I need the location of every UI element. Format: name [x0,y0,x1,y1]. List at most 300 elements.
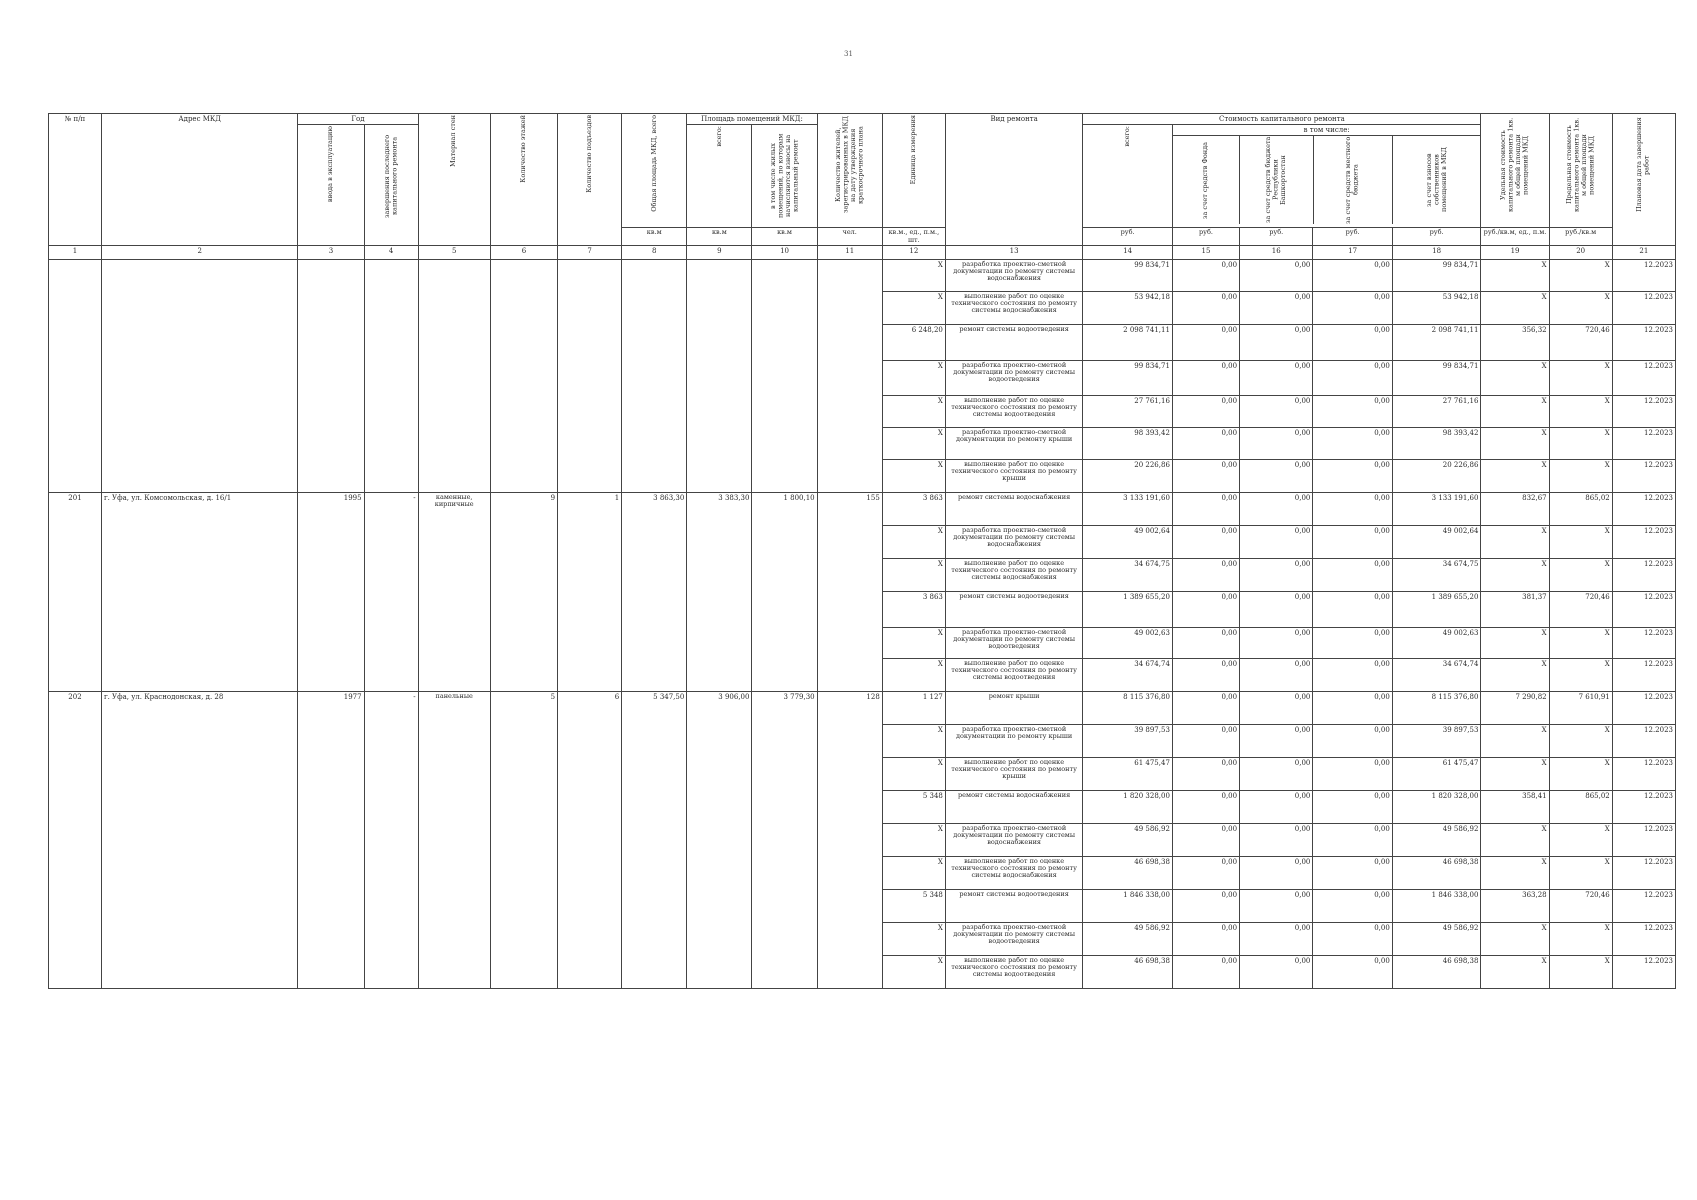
cell-ar_all [687,724,752,757]
cell-wall [418,823,490,856]
cell-date: 12.2023 [1612,459,1675,492]
cell-date: 12.2023 [1612,790,1675,823]
cell-last [364,658,418,691]
header-rb-wrap [1240,136,1313,224]
cell-total: 53 942,18 [1083,291,1173,324]
header-built-cell [298,125,364,246]
cell-built [298,395,364,427]
cell-entr [558,757,622,790]
cell-ar_res [752,459,817,492]
cell-spec: 832,67 [1481,492,1549,525]
table-row [49,889,1676,922]
cell-lim: X [1549,955,1612,988]
cell-mb: 0,00 [1313,889,1392,922]
cell-ar_res [752,291,817,324]
cell-lim: 720,46 [1549,324,1612,360]
cell-total: 61 475,47 [1083,757,1173,790]
cell-spec: X [1481,259,1549,291]
column-number: 11 [817,245,882,259]
cell-addr [101,360,297,395]
cell-ar_res [752,889,817,922]
cell-last [364,459,418,492]
column-number: 20 [1549,245,1612,259]
cell-own: 34 674,74 [1392,658,1481,691]
cell-addr [101,459,297,492]
cell-spec: X [1481,395,1549,427]
cell-mb: 0,00 [1313,757,1392,790]
cell-last [364,889,418,922]
cell-total: 49 586,92 [1083,823,1173,856]
cell-u: X [882,395,945,427]
cell-spec: X [1481,757,1549,790]
cell-f: 0,00 [1172,889,1239,922]
cell-wall [418,558,490,591]
cell-addr [101,525,297,558]
cell-people [817,658,882,691]
cell-rb: 0,00 [1240,790,1313,823]
cell-own: 34 674,75 [1392,558,1481,591]
cell-type: разработка проектно-сметной документации по ремонту крыши [945,427,1082,459]
cell-date: 12.2023 [1612,658,1675,691]
table-row [49,922,1676,955]
cell-f: 0,00 [1172,627,1239,658]
cell-u: X [882,724,945,757]
cell-last [364,558,418,591]
header-wall-cell [418,114,490,246]
cell-u: X [882,360,945,395]
cell-u: 5 348 [882,889,945,922]
cell-last [364,724,418,757]
cell-u: X [882,922,945,955]
cell-own: 46 698,38 [1392,955,1481,988]
table-row [49,790,1676,823]
cell-date: 12.2023 [1612,591,1675,627]
cell-own: 39 897,53 [1392,724,1481,757]
cell-area [622,395,687,427]
cell-mb: 0,00 [1313,525,1392,558]
cell-area [622,724,687,757]
cell-total: 8 115 376,80 [1083,691,1173,724]
cell-ar_all [687,790,752,823]
unit-cell: руб. [1083,228,1173,246]
cell-num [49,658,102,691]
cell-date: 12.2023 [1612,395,1675,427]
cell-entr [558,525,622,558]
cell-rb: 0,00 [1240,955,1313,988]
cell-ar_all [687,427,752,459]
cell-own: 98 393,42 [1392,427,1481,459]
cell-built [298,823,364,856]
cell-built [298,790,364,823]
cell-total: 34 674,74 [1083,658,1173,691]
table-row [49,259,1676,291]
cell-f: 0,00 [1172,525,1239,558]
cell-entr [558,459,622,492]
header-num: № п/п [49,114,102,246]
cell-wall [418,790,490,823]
cell-wall [418,395,490,427]
column-number: 12 [882,245,945,259]
cell-spec: X [1481,658,1549,691]
header-incl-block [1172,125,1481,228]
cell-num: 201 [49,492,102,525]
header-unit: Единица измерения [909,115,918,185]
cell-ar_all [687,291,752,324]
cell-own: 27 761,16 [1392,395,1481,427]
cell-u: 1 127 [882,691,945,724]
cell-wall [418,922,490,955]
cell-type: разработка проектно-сметной документации по ремонту системы водоснабжения [945,525,1082,558]
cell-f: 0,00 [1172,955,1239,988]
header-unit-cell [882,114,945,228]
cell-people [817,360,882,395]
cell-total: 3 133 191,60 [1083,492,1173,525]
cell-entr [558,922,622,955]
cell-num [49,427,102,459]
header-entrances: Количество подъездов [584,115,593,193]
cell-own: 49 002,64 [1392,525,1481,558]
cell-built [298,955,364,988]
cell-last [364,955,418,988]
cell-spec: X [1481,525,1549,558]
cell-built [298,558,364,591]
cell-u: X [882,856,945,889]
cell-people [817,823,882,856]
cell-ar_res [752,955,817,988]
cell-date: 12.2023 [1612,324,1675,360]
unit-cell: руб. [1392,228,1481,246]
cell-lim: X [1549,724,1612,757]
cell-rb: 0,00 [1240,525,1313,558]
repair-plan-table [48,113,1676,989]
cell-mb: 0,00 [1313,790,1392,823]
cell-last [364,395,418,427]
cell-u: X [882,627,945,658]
cell-built [298,360,364,395]
cell-lim: X [1549,459,1612,492]
cell-wall [418,427,490,459]
table-row [49,324,1676,360]
cell-people [817,889,882,922]
cell-area: 5 347,50 [622,691,687,724]
cell-entr [558,259,622,291]
cell-addr [101,558,297,591]
cell-entr [558,558,622,591]
cell-people [817,955,882,988]
cell-total: 49 586,92 [1083,922,1173,955]
column-number: 19 [1481,245,1549,259]
cell-num [49,856,102,889]
header-people-cell [817,114,882,228]
cell-type: выполнение работ по оценке технического состояния по ремонту крыши [945,459,1082,492]
header-built: ввода в эксплуатацию [326,126,335,203]
cell-ar_res: 1 800,10 [752,492,817,525]
cell-ar_res [752,724,817,757]
cell-built: 1977 [298,691,364,724]
cell-spec: 356,32 [1481,324,1549,360]
cell-addr [101,823,297,856]
cell-people [817,856,882,889]
cell-type: разработка проектно-сметной документации по ремонту крыши [945,724,1082,757]
cell-type: выполнение работ по оценке технического состояния по ремонту системы водоотведения [945,658,1082,691]
cell-mb: 0,00 [1313,459,1392,492]
cell-f: 0,00 [1172,395,1239,427]
cell-mb: 0,00 [1313,259,1392,291]
cell-last [364,360,418,395]
cell-ar_all [687,889,752,922]
cell-mb: 0,00 [1313,591,1392,627]
cell-rb: 0,00 [1240,591,1313,627]
cell-ar_res [752,395,817,427]
cell-people [817,724,882,757]
cell-area [622,525,687,558]
cell-total: 1 389 655,20 [1083,591,1173,627]
cell-addr [101,324,297,360]
cell-wall [418,525,490,558]
cell-date: 12.2023 [1612,525,1675,558]
cell-area [622,955,687,988]
cell-u: 3 863 [882,492,945,525]
cell-ar_all [687,591,752,627]
cell-ar_res [752,591,817,627]
cell-area [622,591,687,627]
cell-num [49,324,102,360]
cell-own: 2 098 741,11 [1392,324,1481,360]
header-rb: за счет средств бюджета Республики Башкортостан [1264,136,1288,224]
table-row [49,823,1676,856]
cell-mb: 0,00 [1313,922,1392,955]
header-last-repair: завершения последнего капитального ремонта [382,134,399,218]
cell-total: 1 846 338,00 [1083,889,1173,922]
column-number: 4 [364,245,418,259]
cell-built [298,259,364,291]
cell-floors [490,889,557,922]
cell-area: 3 863,30 [622,492,687,525]
cell-type: ремонт системы водоотведения [945,324,1082,360]
unit-cell: руб./кв.м [1549,228,1612,246]
column-number: 9 [687,245,752,259]
cell-addr [101,591,297,627]
cell-ar_all [687,459,752,492]
header-entrances-cell [558,114,622,246]
table-row [49,627,1676,658]
cell-floors [490,922,557,955]
cell-type: выполнение работ по оценке технического состояния по ремонту системы водоснабжения [945,558,1082,591]
header-area-group: Площадь помещений МКД: [687,114,817,125]
cell-last [364,291,418,324]
cell-type: выполнение работ по оценке технического состояния по ремонту системы водоотведения [945,955,1082,988]
cell-wall [418,889,490,922]
cell-built [298,724,364,757]
cell-ar_res [752,427,817,459]
cell-wall [418,627,490,658]
cell-floors [490,360,557,395]
cell-lim: X [1549,525,1612,558]
cell-people [817,922,882,955]
cell-built [298,757,364,790]
column-number: 16 [1240,245,1313,259]
cell-addr [101,790,297,823]
cell-own: 8 115 376,80 [1392,691,1481,724]
cell-date: 12.2023 [1612,427,1675,459]
column-number: 3 [298,245,364,259]
cell-rb: 0,00 [1240,291,1313,324]
column-numbers-row [49,245,1676,259]
cell-last [364,324,418,360]
header-area-cell [622,114,687,228]
header-fund: за счет средств Фонда [1201,141,1210,219]
cell-own: 53 942,18 [1392,291,1481,324]
cell-built [298,427,364,459]
cell-last [364,525,418,558]
cell-spec: X [1481,922,1549,955]
cell-type: выполнение работ по оценке технического состояния по ремонту крыши [945,757,1082,790]
header-wall: Материал стен [449,115,458,167]
cell-type: ремонт системы водоотведения [945,889,1082,922]
cell-lim: X [1549,360,1612,395]
cell-ar_all [687,757,752,790]
cell-floors [490,259,557,291]
cell-wall: каменные, кирпичные [418,492,490,525]
cell-entr [558,427,622,459]
cell-type: ремонт системы водоснабжения [945,790,1082,823]
cell-mb: 0,00 [1313,955,1392,988]
cell-last: - [364,691,418,724]
cell-ar_all: 3 383,30 [687,492,752,525]
cell-rb: 0,00 [1240,259,1313,291]
cell-ar_res [752,525,817,558]
cell-total: 34 674,75 [1083,558,1173,591]
cell-u: X [882,757,945,790]
cell-f: 0,00 [1172,360,1239,395]
column-number: 21 [1612,245,1675,259]
cell-last [364,427,418,459]
cell-area [622,790,687,823]
cell-num [49,757,102,790]
cell-type: выполнение работ по оценке технического состояния по ремонту системы водоснабжения [945,856,1082,889]
cell-last [364,856,418,889]
cell-num [49,591,102,627]
cell-entr [558,856,622,889]
cell-entr [558,790,622,823]
cell-date: 12.2023 [1612,955,1675,988]
cell-people [817,790,882,823]
cell-wall [418,757,490,790]
cell-num [49,790,102,823]
cell-ar_res [752,324,817,360]
cell-lim: 720,46 [1549,591,1612,627]
cell-addr [101,889,297,922]
cell-ar_all [687,955,752,988]
cell-num [49,922,102,955]
cell-total: 27 761,16 [1083,395,1173,427]
cell-own: 49 586,92 [1392,922,1481,955]
cell-ar_res [752,658,817,691]
header-last-repair-cell [364,125,418,246]
cell-date: 12.2023 [1612,823,1675,856]
cell-entr [558,955,622,988]
header-limit-cost-cell [1549,114,1612,228]
cell-ar_res [752,790,817,823]
header-address: Адрес МКД [101,114,297,246]
header-area-res-cell [752,125,817,228]
cell-addr [101,658,297,691]
cell-spec: X [1481,627,1549,658]
header-cost-total-cell [1083,125,1173,228]
cell-rb: 0,00 [1240,757,1313,790]
cell-own: 1 846 338,00 [1392,889,1481,922]
column-number: 10 [752,245,817,259]
cell-mb: 0,00 [1313,291,1392,324]
cell-num [49,889,102,922]
cell-last: - [364,492,418,525]
cell-people [817,627,882,658]
cell-floors [490,856,557,889]
cell-num [49,259,102,291]
cell-last [364,757,418,790]
cell-ar_res [752,856,817,889]
cell-f: 0,00 [1172,658,1239,691]
cell-mb: 0,00 [1313,724,1392,757]
cell-ar_res [752,627,817,658]
cell-people [817,395,882,427]
cell-built [298,459,364,492]
cell-addr [101,291,297,324]
cell-total: 49 002,63 [1083,627,1173,658]
cell-floors [490,525,557,558]
cell-wall [418,324,490,360]
cell-entr [558,889,622,922]
cell-f: 0,00 [1172,492,1239,525]
unit-cell: кв.м [687,228,752,246]
table-row [49,291,1676,324]
cell-spec: X [1481,427,1549,459]
header-date-cell [1612,114,1675,246]
cell-lim: 7 610,91 [1549,691,1612,724]
cell-date: 12.2023 [1612,691,1675,724]
cell-u: X [882,823,945,856]
cell-total: 20 226,86 [1083,459,1173,492]
header-mb-wrap [1314,136,1393,224]
cell-spec: X [1481,724,1549,757]
table-row [49,492,1676,525]
cell-ar_all [687,627,752,658]
cell-entr [558,724,622,757]
cell-own: 61 475,47 [1392,757,1481,790]
cell-built [298,922,364,955]
cell-entr [558,823,622,856]
cell-floors [490,427,557,459]
table-row [49,591,1676,627]
cell-u: X [882,459,945,492]
cell-own: 99 834,71 [1392,360,1481,395]
cell-rb: 0,00 [1240,724,1313,757]
cell-area [622,658,687,691]
cell-f: 0,00 [1172,427,1239,459]
cell-type: разработка проектно-сметной документации по ремонту системы водоснабжения [945,259,1082,291]
cell-date: 12.2023 [1612,627,1675,658]
column-number: 8 [622,245,687,259]
cell-floors [490,790,557,823]
table-row [49,525,1676,558]
cell-total: 98 393,42 [1083,427,1173,459]
table-row [49,856,1676,889]
cell-mb: 0,00 [1313,856,1392,889]
unit-cell: кв.м [752,228,817,246]
cell-floors [490,955,557,988]
cell-ar_all [687,823,752,856]
header-area-res: в том числе жилых помещений, по которым начисляются взносы на капитальный ремонт [768,133,800,219]
